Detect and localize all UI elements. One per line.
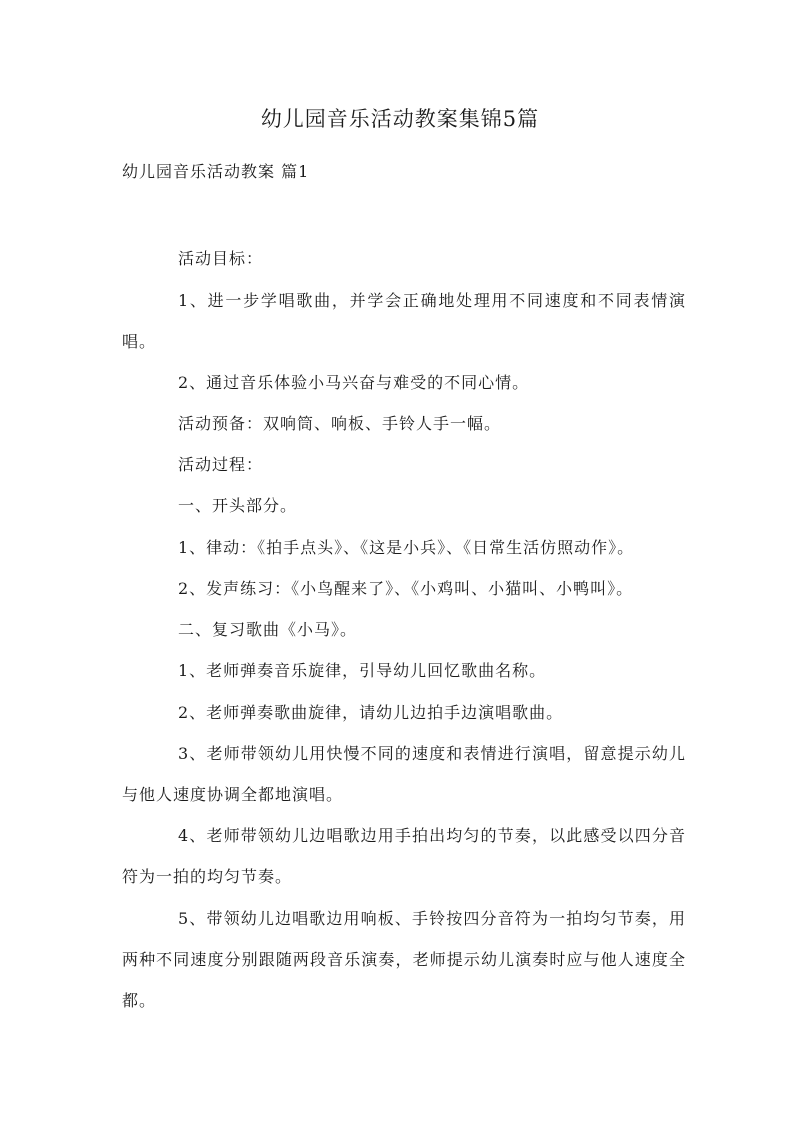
section-heading: 幼儿园音乐活动教案 篇1	[122, 162, 310, 181]
paragraph-goals-heading: 活动目标：	[178, 249, 264, 268]
document-title: 幼儿园音乐活动教案集锦5篇	[260, 107, 540, 131]
paragraph-step-3: 3、老师带领幼儿用快慢不同的速度和表情进行演唱，留意提示幼儿与他人速度协调全都地演唱。	[122, 744, 686, 804]
paragraph-step-2: 2、老师弹奏歌曲旋律，请幼儿边拍手边演唱歌曲。	[178, 703, 564, 722]
paragraph-part-1: 一、开头部分。	[178, 496, 298, 515]
paragraph-preparation: 活动预备：双响筒、响板、手铃人手一幅。	[178, 414, 502, 433]
paragraph-rhythm: 1、律动：《拍手点头》、《这是小兵》、《日常生活仿照动作》。	[178, 538, 635, 557]
paragraph-goal-2: 2、通过音乐体验小马兴奋与难受的不同心情。	[178, 373, 530, 392]
paragraph-process-heading: 活动过程：	[178, 455, 264, 474]
paragraph-step-1: 1、老师弹奏音乐旋律，引导幼儿回忆歌曲名称。	[178, 661, 547, 680]
paragraph-vocal-practice: 2、发声练习：《小鸟醒来了》、《小鸡叫、小猫叫、小鸭叫》。	[178, 579, 634, 598]
paragraph-goal-1: 1、进一步学唱歌曲，并学会正确地处理用不同速度和不同表情演唱。	[122, 291, 686, 351]
paragraph-step-5: 5、带领幼儿边唱歌边用响板、手铃按四分音符为一拍均匀节奏，用两种不同速度分别跟随两段音乐演奏，老师提示幼儿演奏时应与他人速度全都。	[122, 909, 686, 1010]
paragraph-step-4: 4、老师带领幼儿边唱歌边用手拍出均匀的节奏，以此感受以四分音符为一拍的均匀节奏。	[122, 826, 686, 886]
paragraph-part-2: 二、复习歌曲《小马》。	[178, 620, 358, 639]
